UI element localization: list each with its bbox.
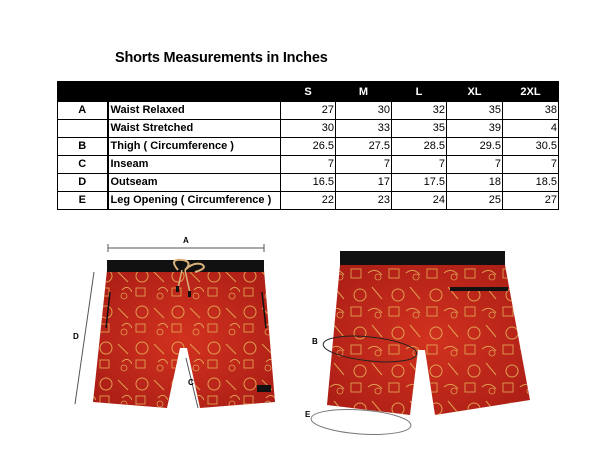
cell-xl: 18 [447, 174, 503, 192]
cell-l: 7 [392, 156, 447, 174]
cell-l: 24 [392, 192, 447, 210]
cell-2xl: 4 [503, 120, 559, 138]
dimension-c-label: C [188, 378, 194, 387]
page-title: Shorts Measurements in Inches [115, 50, 328, 66]
row-label: Thigh ( Circumference ) [108, 138, 281, 156]
cell-s: 26.5 [281, 138, 336, 156]
dimension-a-line [108, 244, 264, 252]
dimension-b-label: B [312, 337, 318, 346]
cell-xl: 35 [447, 102, 503, 120]
cell-m: 7 [336, 156, 392, 174]
table-row [58, 192, 559, 210]
table-row [58, 174, 559, 192]
dimension-e-label: E [305, 410, 311, 419]
cell-m: 27.5 [336, 138, 392, 156]
cell-xl: 7 [447, 156, 503, 174]
cell-m: 17 [336, 174, 392, 192]
cell-2xl: 7 [503, 156, 559, 174]
row-label: Outseam [108, 174, 281, 192]
cell-s: 16.5 [281, 174, 336, 192]
header-size-m: M [336, 82, 392, 102]
cell-xl: 29.5 [447, 138, 503, 156]
row-letter [58, 120, 108, 138]
row-letter: D [58, 174, 108, 192]
cell-l: 35 [392, 120, 447, 138]
header-measurement [108, 82, 281, 102]
shorts-front-diagram [60, 230, 310, 420]
cell-2xl: 27 [503, 192, 559, 210]
cell-xl: 25 [447, 192, 503, 210]
cell-s: 22 [281, 192, 336, 210]
dimension-a-label: A [183, 236, 189, 245]
waistband [340, 251, 505, 265]
header-size-l: L [392, 82, 447, 102]
row-letter: B [58, 138, 108, 156]
row-letter: A [58, 102, 108, 120]
cell-xl: 39 [447, 120, 503, 138]
cell-l: 28.5 [392, 138, 447, 156]
cell-2xl: 18.5 [503, 174, 559, 192]
header-size-s: S [281, 82, 336, 102]
dimension-d-label: D [73, 332, 79, 341]
cell-s: 7 [281, 156, 336, 174]
size-measurement-table [57, 81, 559, 210]
row-label: Waist Stretched [108, 120, 281, 138]
header-size-xl: XL [447, 82, 503, 102]
row-letter: C [58, 156, 108, 174]
cell-l: 17.5 [392, 174, 447, 192]
row-label: Leg Opening ( Circumference ) [108, 192, 281, 210]
cell-2xl: 38 [503, 102, 559, 120]
table-header-row [58, 82, 559, 102]
table-row [58, 102, 559, 120]
cell-m: 33 [336, 120, 392, 138]
shorts-back-diagram [310, 245, 550, 445]
table-row [58, 120, 559, 138]
cell-s: 30 [281, 120, 336, 138]
cell-s: 27 [281, 102, 336, 120]
table-row [58, 138, 559, 156]
header-letter [58, 82, 108, 102]
cell-2xl: 30.5 [503, 138, 559, 156]
back-pocket-zipper [450, 287, 508, 291]
row-label: Inseam [108, 156, 281, 174]
row-label: Waist Relaxed [108, 102, 281, 120]
brand-tag [257, 385, 271, 392]
cell-m: 30 [336, 102, 392, 120]
row-letter: E [58, 192, 108, 210]
header-size-2xl: 2XL [503, 82, 559, 102]
cell-m: 23 [336, 192, 392, 210]
table-row [58, 156, 559, 174]
cell-l: 32 [392, 102, 447, 120]
